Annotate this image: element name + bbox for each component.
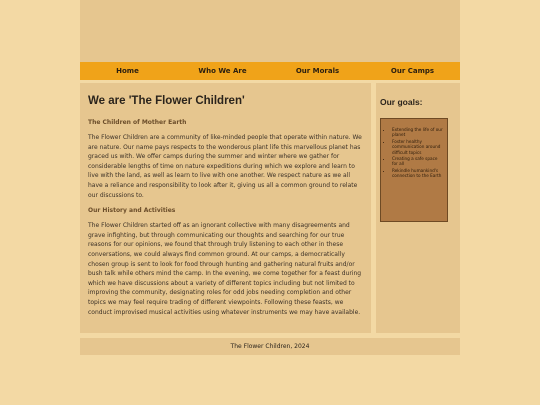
- section-text-history: The Flower Children started off as an ignorant collective with many disagreements and grave infighting, but through communicating our thoughts and searching for our true reasons for our opinions, we found that through truly listening to each other in these conversations, we could always find common ground. At our camps, a democratically chosen group is sent to look for food through hunting and gathering natural fruits and/or bush talk while others mind the camp. In the evening, we come together for a feast during which we have discussions about a variety of different topics including but not limited to improving the community, designating roles for odd jobs needing completion and other topics we may feel require trading of different viewpoints. Following these feasts, we conduct improvised musical activities using whatever instruments we may have available.: [88, 222, 362, 316]
- content-row: [80, 83, 460, 333]
- page-wrapper: [80, 0, 460, 355]
- nav-home[interactable]: Home: [116, 67, 139, 75]
- goals-title: Our goals:: [380, 97, 423, 107]
- page-footer: [80, 338, 460, 355]
- goal-item: • Foster healthy communication around difficult topics: [392, 139, 444, 155]
- section-text-children: The Flower Children are a community of like-minded people that operate within nature. We are nature. Our name pays respects to the wonderous plant life this marvellous planet has graced us with. We offer camps during the summer and winter where we gather for considerable lengths of time on nature expeditions during which we explore and learn to live with the land, as well as learn to live with one another. We respect nature as we all have a reliance and responsibility to look after it, giving us all a common ground to relate our discussions to.: [88, 134, 362, 199]
- goals-list: [387, 127, 444, 179]
- main-content: [80, 83, 371, 333]
- nav-our-camps[interactable]: Our Camps: [390, 67, 435, 75]
- goals-sidebar: [376, 83, 460, 333]
- footer-text: The Flower Children, 2024: [230, 343, 310, 350]
- header-banner: [80, 0, 460, 62]
- main-navigation: [80, 62, 460, 80]
- goal-item: • Creating a safe space for all: [392, 156, 444, 167]
- section-heading-children: The Children of Mother Earth: [88, 119, 187, 126]
- nav-our-morals[interactable]: Our Morals: [295, 67, 340, 75]
- goal-item: • Extending the life of our planet: [392, 127, 444, 138]
- section-heading-history: Our History and Activities: [88, 207, 176, 215]
- page-title: We are 'The Flower Children': [88, 95, 245, 107]
- goal-item: • Rekindle humankind's connection to the Earth: [392, 168, 444, 179]
- nav-who-we-are[interactable]: Who We Are: [198, 67, 247, 75]
- goals-box: [380, 118, 448, 222]
